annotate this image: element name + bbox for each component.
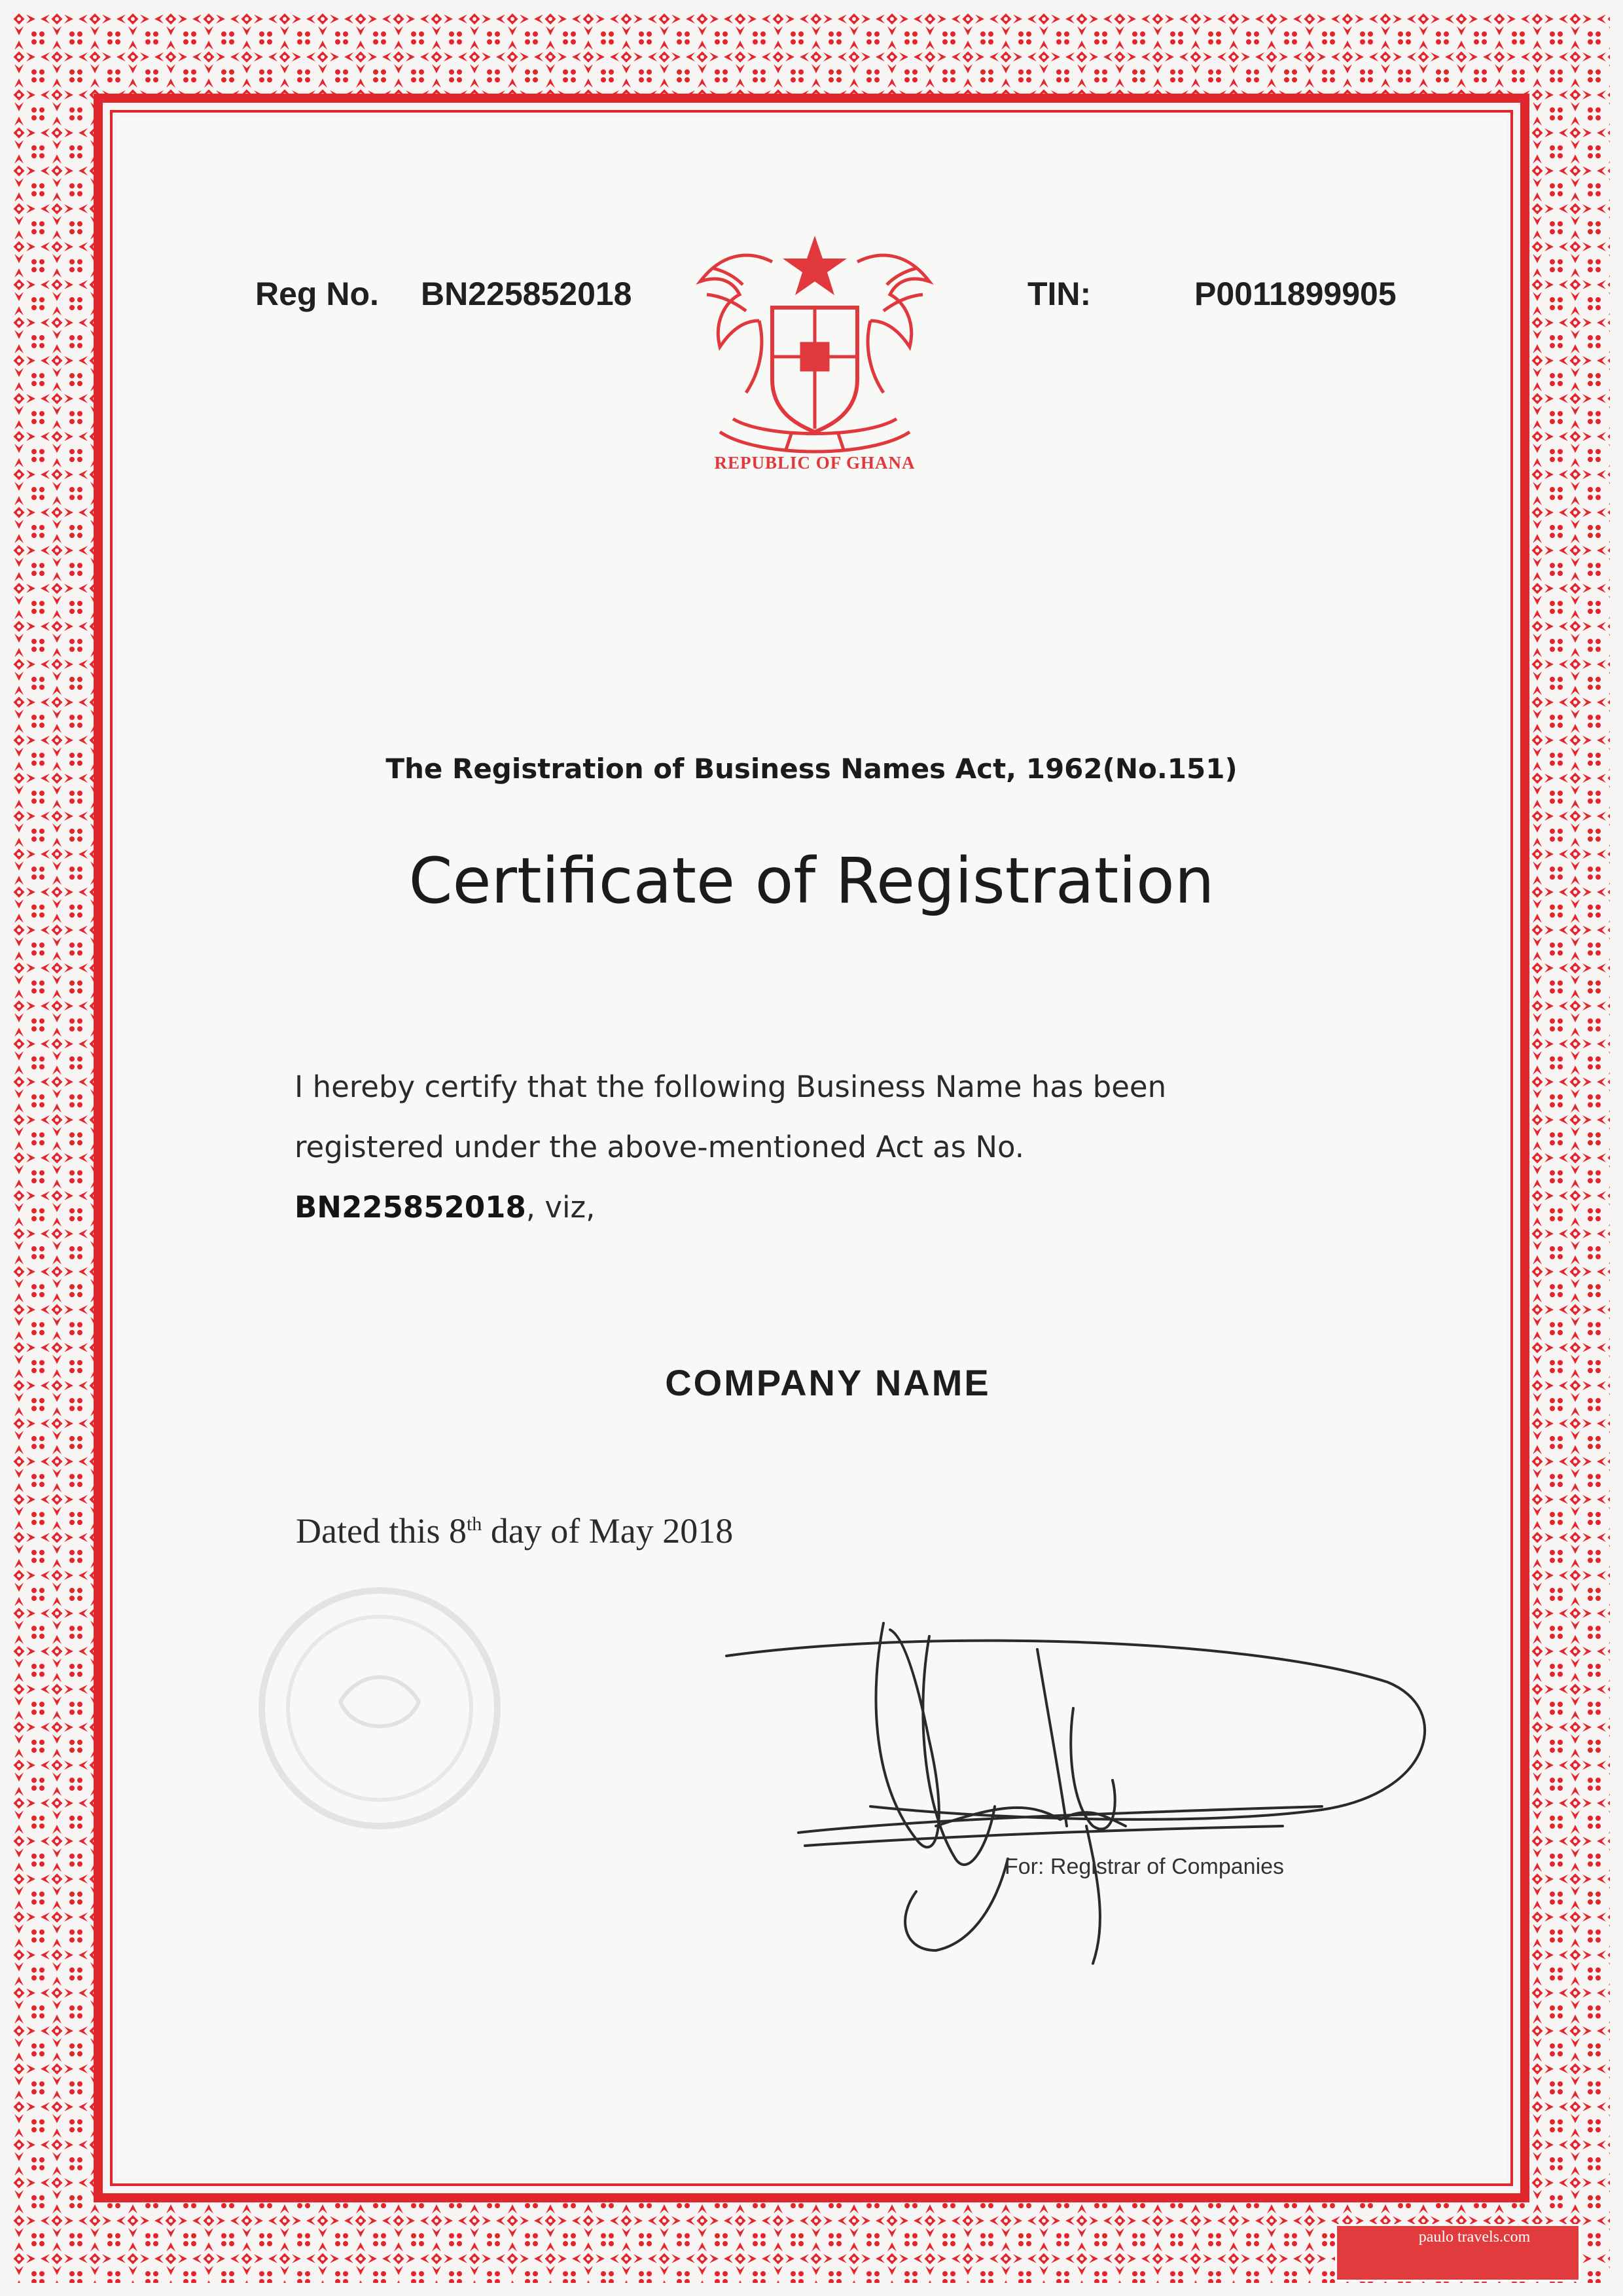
watermark-logo [1335, 2224, 1580, 2282]
dated-line [296, 1511, 733, 1551]
coat-of-arms-icon [674, 223, 955, 484]
reg-no-label: Reg No. [255, 276, 379, 312]
reg-no-value: BN225852018 [421, 276, 632, 312]
dated-suffix: day of May 2018 [482, 1511, 734, 1551]
statement-line-2: registered under the above-mentioned Act as No. [294, 1130, 1025, 1164]
watermark-text: paulo travels.com [1418, 2229, 1531, 2246]
tin-label: TIN: [1027, 276, 1092, 312]
seal-caption: REPUBLIC OF GHANA [714, 453, 916, 473]
dated-prefix: Dated this 8 [296, 1511, 467, 1551]
tin-value: P0011899905 [1194, 276, 1397, 312]
act-reference: The Registration of Business Names Act, 1962(No.151) [385, 753, 1238, 785]
registrar-label: For: Registrar of Companies [1005, 1854, 1285, 1879]
statement-line-3 [294, 1177, 1342, 1238]
statement-suffix: , viz, [526, 1190, 596, 1225]
dated-ordinal: th [466, 1513, 482, 1535]
statement-line-1: I hereby certify that the following Business Name has been [294, 1069, 1167, 1104]
certificate-title: Certificate of Registration [408, 844, 1215, 918]
registration-number: BN225852018 [294, 1190, 526, 1225]
certification-statement [294, 1057, 1342, 1238]
company-name: COMPANY NAME [665, 1362, 991, 1403]
embossed-seal-icon [242, 1571, 517, 1846]
registrar-signature [720, 1610, 1466, 1977]
